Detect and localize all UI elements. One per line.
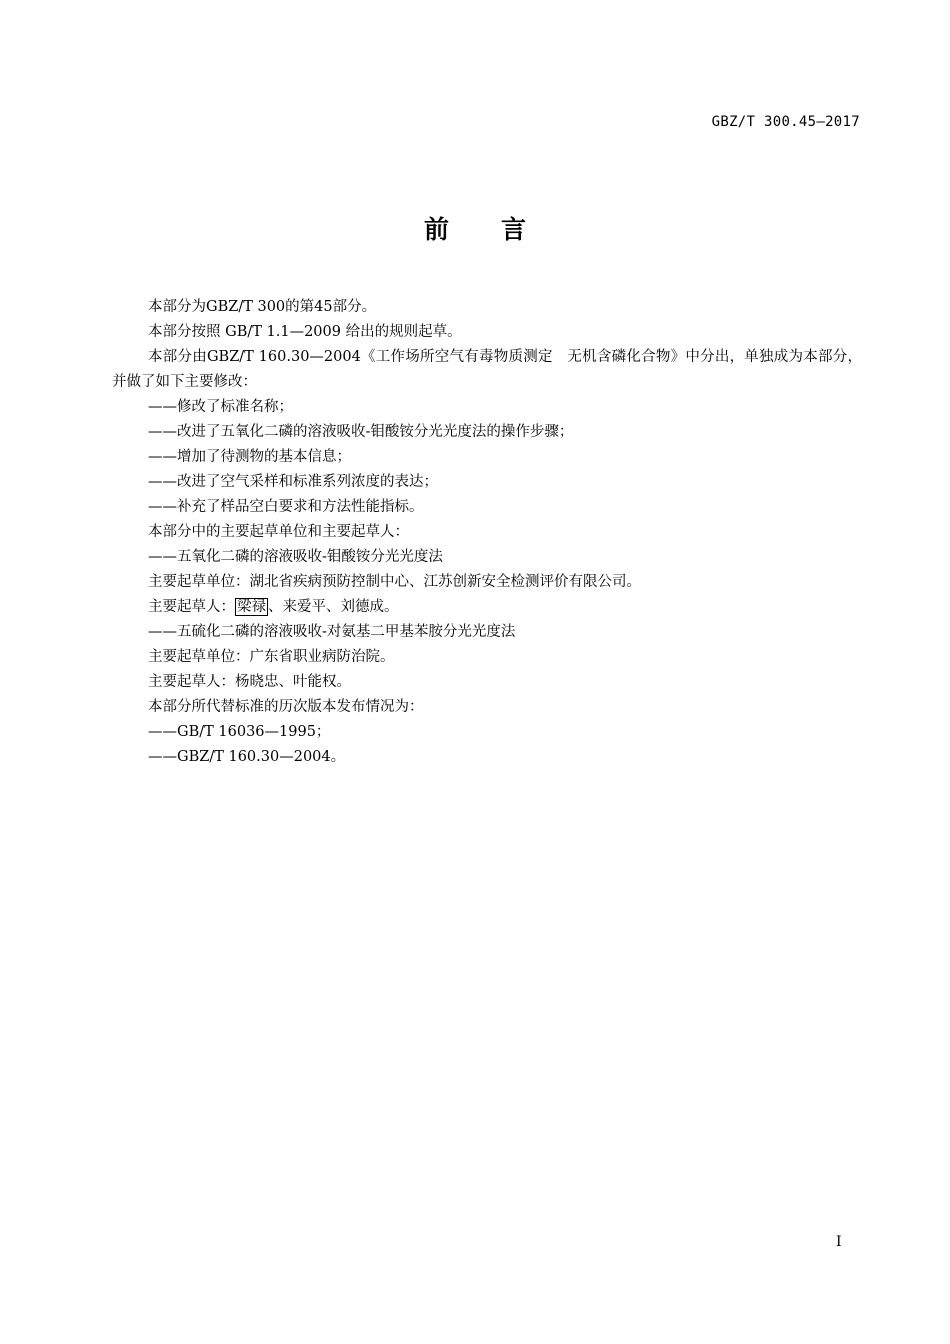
- paragraph-drafters: 主要起草人：杨晓忠、叶能权。: [148, 674, 351, 690]
- title-char-2: 言: [501, 215, 527, 244]
- list-item: ——改进了空气采样和标准系列浓度的表达；: [148, 474, 438, 490]
- paragraph-drafting-units: 主要起草单位：湖北省疾病预防控制中心、江苏创新安全检测评价有限公司。: [148, 574, 641, 590]
- paragraph-origin: 本部分由GBZ/T 160.30—2004《工作场所空气有毒物质测定 无机含磷化合物》中分出，单独成为本部分，并做了如下主要修改：: [112, 349, 862, 390]
- boxed-name: 梁禄: [237, 599, 266, 615]
- paragraph-drafting-rules: 本部分按照 GB/T 1.1—2009 给出的规则起草。: [148, 324, 462, 340]
- standard-code: GBZ/T 300.45—2017: [711, 114, 860, 130]
- list-item: ——GB/T 16036—1995；: [148, 724, 331, 740]
- list-item: ——增加了待测物的基本信息；: [148, 449, 351, 465]
- list-item: ——修改了标准名称；: [148, 399, 293, 415]
- page-title: [0, 210, 950, 246]
- paragraph-drafters: [112, 595, 862, 620]
- list-item: ——补充了样品空白要求和方法性能指标。: [148, 499, 424, 515]
- list-item: ——五氧化二磷的溶液吸收-钼酸铵分光光度法: [148, 549, 443, 565]
- list-item: ——GBZ/T 160.30—2004。: [148, 749, 346, 765]
- title-char-1: 前: [423, 215, 449, 244]
- foreword-body: [112, 295, 862, 770]
- paragraph-drafting-units: 主要起草单位：广东省职业病防治院。: [148, 649, 395, 665]
- paragraph-drafters-heading: 本部分中的主要起草单位和主要起草人：: [148, 524, 409, 540]
- page-number: I: [836, 1234, 842, 1250]
- list-item: ——改进了五氧化二磷的溶液吸收-钼酸铵分光光度法的操作步骤；: [148, 424, 574, 440]
- drafters-label: 主要起草人：: [148, 599, 235, 615]
- drafters-rest: 、来爱平、刘德成。: [268, 599, 399, 615]
- list-item: ——五硫化二磷的溶液吸收-对氨基二甲基苯胺分光光度法: [148, 624, 516, 640]
- paragraph-part-info: 本部分为GBZ/T 300的第45部分。: [148, 299, 377, 315]
- paragraph-history-heading: 本部分所代替标准的历次版本发布情况为：: [148, 699, 424, 715]
